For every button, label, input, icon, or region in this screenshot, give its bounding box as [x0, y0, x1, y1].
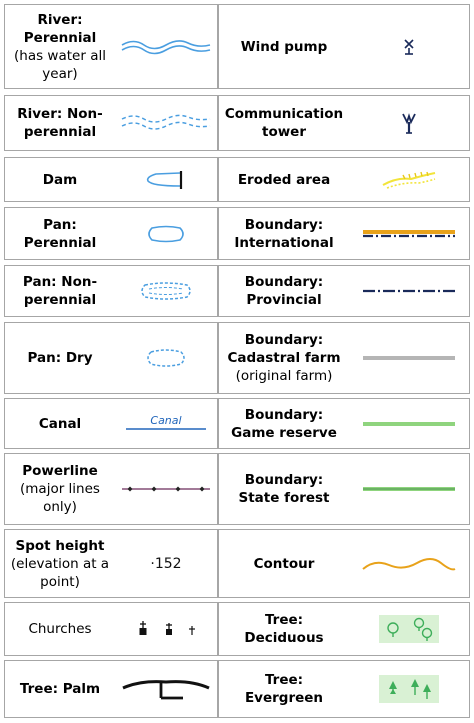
spot-height-icon: ·152 — [150, 555, 182, 572]
canal-icon — [124, 413, 208, 435]
legend-cell — [4, 453, 218, 525]
legend-cell — [218, 95, 470, 151]
legend-label: Eroded area — [237, 171, 331, 188]
legend-cell — [218, 453, 470, 525]
legend-label: Contour — [253, 555, 315, 572]
powerline-icon — [120, 484, 212, 494]
legend-cell — [218, 602, 470, 656]
palm-tree-icon — [121, 676, 211, 702]
legend-label: River: Non- perennial — [17, 106, 103, 140]
legend-cell — [218, 322, 470, 394]
boundary-state-forest-icon — [361, 485, 457, 493]
legend-cell — [218, 529, 470, 598]
legend-cell — [4, 602, 218, 656]
legend-cell — [4, 95, 218, 151]
pan-non-perennial-icon — [139, 280, 193, 302]
evergreen-tree-icon — [379, 675, 439, 703]
legend-label: Pan: Dry — [27, 350, 93, 366]
legend-cell — [4, 265, 218, 317]
legend-label: Pan: Perennial — [23, 216, 97, 251]
legend-label: Churches — [28, 621, 92, 637]
legend-cell — [4, 398, 218, 449]
eroded-area-icon — [379, 169, 439, 191]
legend-cell — [218, 157, 470, 202]
legend-label: Boundary: International — [234, 216, 334, 251]
legend-label: Dam — [42, 171, 78, 188]
communication-tower-icon — [401, 110, 417, 136]
legend-label: Communication tower — [224, 106, 344, 140]
legend-label: Canal — [38, 415, 82, 432]
legend-label: Powerline (major lines only) — [20, 463, 100, 515]
contour-icon — [361, 551, 457, 577]
legend-label: Wind pump — [240, 38, 328, 55]
legend-label: Boundary: Provincial — [244, 274, 324, 308]
boundary-cadastral-icon — [361, 354, 457, 362]
river-non-perennial-icon — [120, 111, 212, 135]
wind-pump-icon — [403, 38, 415, 56]
legend-label: River: Perennial (has water all year) — [14, 11, 106, 82]
legend-cell — [4, 4, 218, 89]
legend-label: Tree: Palm — [19, 681, 101, 697]
legend-cell — [4, 322, 218, 394]
churches-icon — [131, 620, 201, 638]
legend-cell — [4, 157, 218, 202]
legend-cell — [218, 207, 470, 260]
legend-cell — [218, 660, 470, 718]
legend-label: Pan: Non- perennial — [22, 274, 98, 308]
legend-cell — [4, 660, 218, 718]
legend-cell — [218, 265, 470, 317]
canal-symbol-text: Canal — [150, 413, 182, 427]
river-perennial-icon — [120, 35, 212, 59]
legend-label: Tree: Deciduous — [244, 612, 324, 646]
legend-label: Boundary: State forest — [238, 472, 330, 506]
legend-cell — [218, 4, 470, 89]
boundary-provincial-icon — [361, 287, 457, 295]
legend-label: Boundary: Game reserve — [231, 406, 337, 441]
dam-icon — [144, 169, 188, 191]
deciduous-tree-icon — [379, 615, 439, 643]
legend-label: Tree: Evergreen — [244, 672, 324, 706]
pan-perennial-icon — [146, 224, 186, 244]
legend-label: Boundary: Cadastral farm (original farm) — [227, 332, 341, 384]
legend-label: Spot height (elevation at a point) — [10, 537, 110, 590]
legend-cell — [218, 398, 470, 449]
boundary-international-icon — [361, 228, 457, 240]
legend-cell — [4, 529, 218, 598]
pan-dry-icon — [145, 348, 187, 368]
legend-cell — [4, 207, 218, 260]
boundary-game-reserve-icon — [361, 420, 457, 428]
